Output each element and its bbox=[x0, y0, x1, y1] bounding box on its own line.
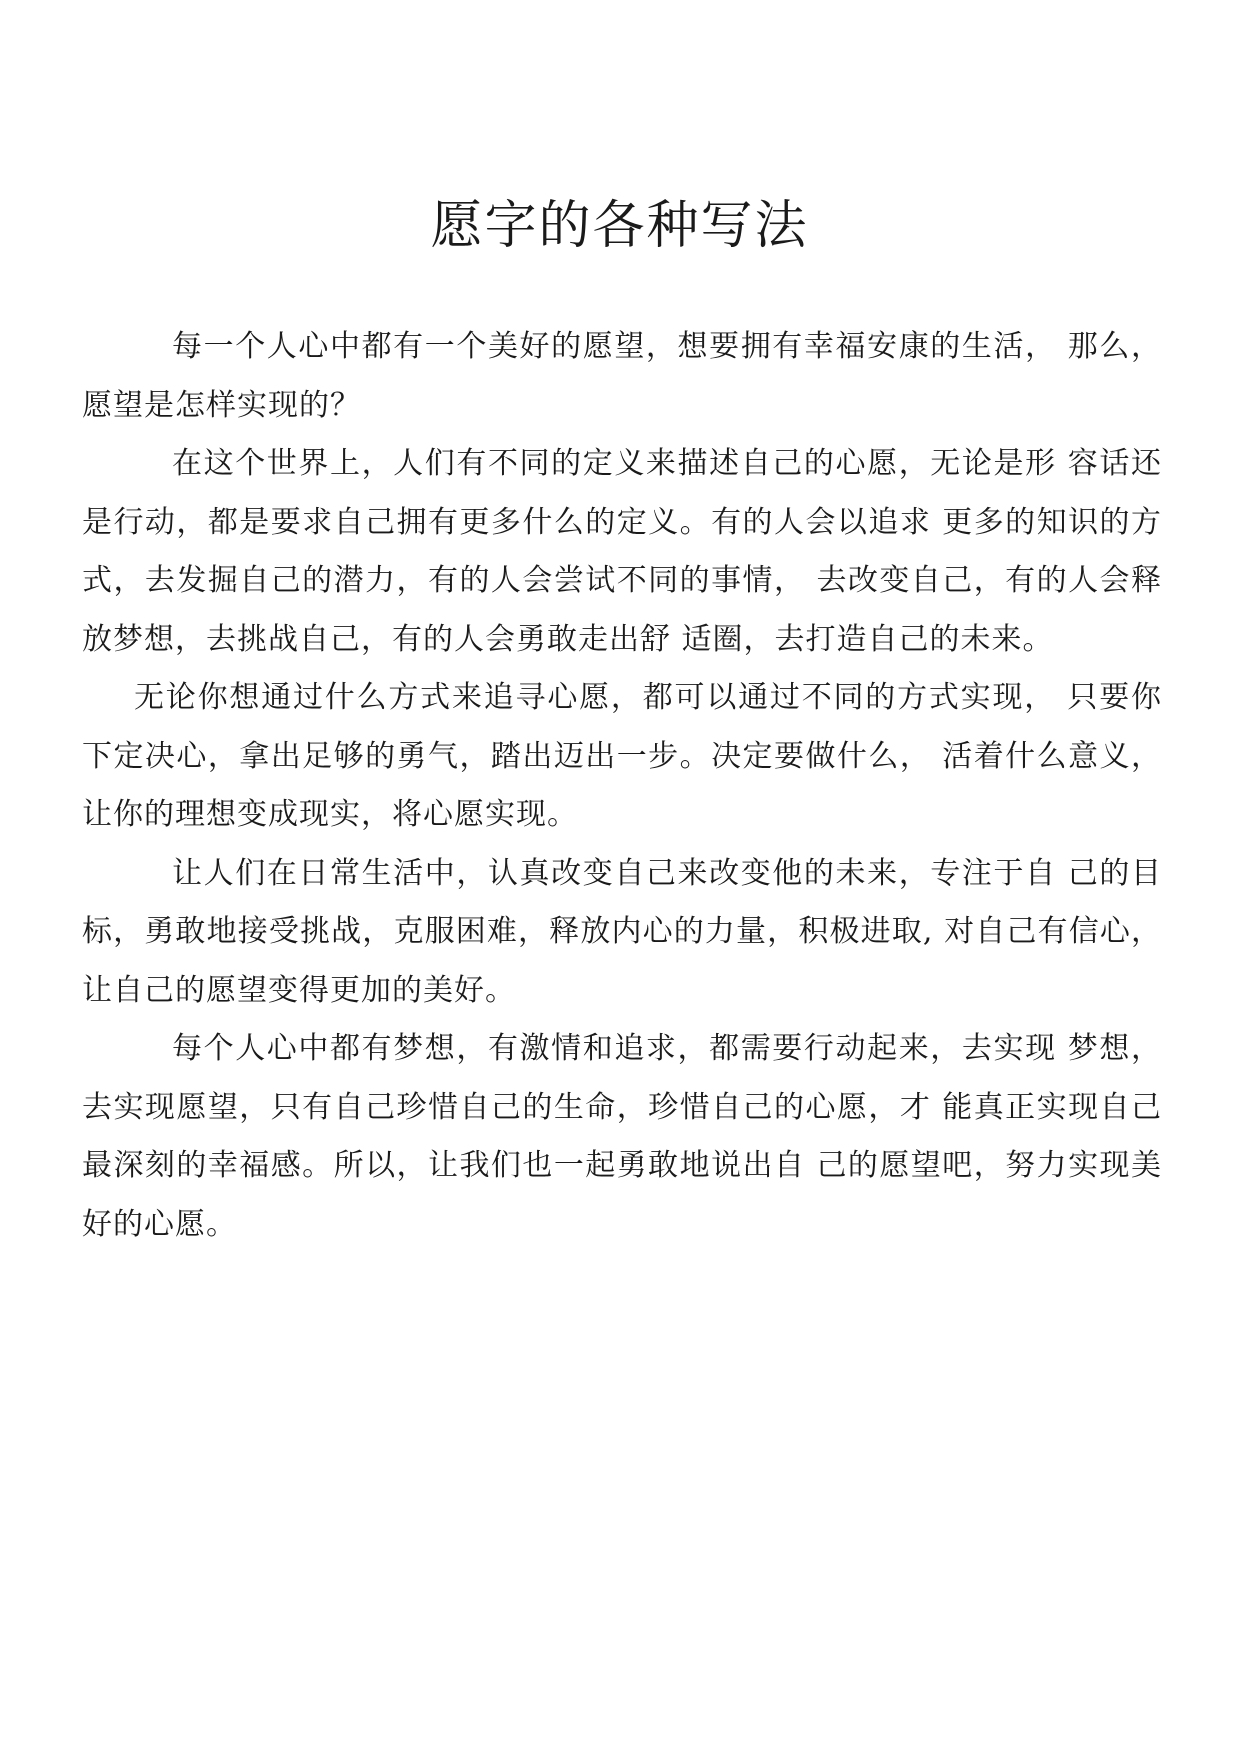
paragraph-3: 无论你想通过什么方式来追寻心愿，都可以通过不同的方式实现， 只要你下定决心，拿出足够的勇气，踏出迈出一步。决定要做什么， 活着什么意义，让你的理想变成现实，将心愿实现。 bbox=[82, 680, 1162, 832]
document-body bbox=[82, 318, 1162, 1254]
paragraph-2: 在这个世界上，人们有不同的定义来描述自己的心愿，无论是形 容话还是行动，都是要求自己拥有更多什么的定义。有的人会以追求 更多的知识的方式，去发掘自己的潜力，有的人会尝试不同的事情， 去改变自己，有的人会释放梦想，去挑战自己，有的人会勇敢走出舒 适圈，去打造自己的未来。 bbox=[82, 446, 1162, 657]
paragraph-4: 让人们在日常生活中，认真改变自己来改变他的未来，专注于自 己的目标，勇敢地接受挑战，克服困难，释放内心的力量，积极进取, 对自己有信心，让自己的愿望变得更加的美好。 bbox=[82, 855, 1162, 1008]
page-title: 愿字的各种写法 bbox=[430, 196, 809, 256]
paragraph-5: 每个人心中都有梦想，有激情和追求，都需要行动起来，去实现 梦想，去实现愿望，只有自己珍惜自己的生命，珍惜自己的心愿，才 能真正实现自己最深刻的幸福感。所以，让我们也一起勇敢地说出自 己的愿望吧，努力实现美好的心愿。 bbox=[82, 1031, 1162, 1242]
paragraph-1: 每一个人心中都有一个美好的愿望，想要拥有幸福安康的生活， 那么，愿望是怎样实现的？ bbox=[82, 329, 1162, 423]
